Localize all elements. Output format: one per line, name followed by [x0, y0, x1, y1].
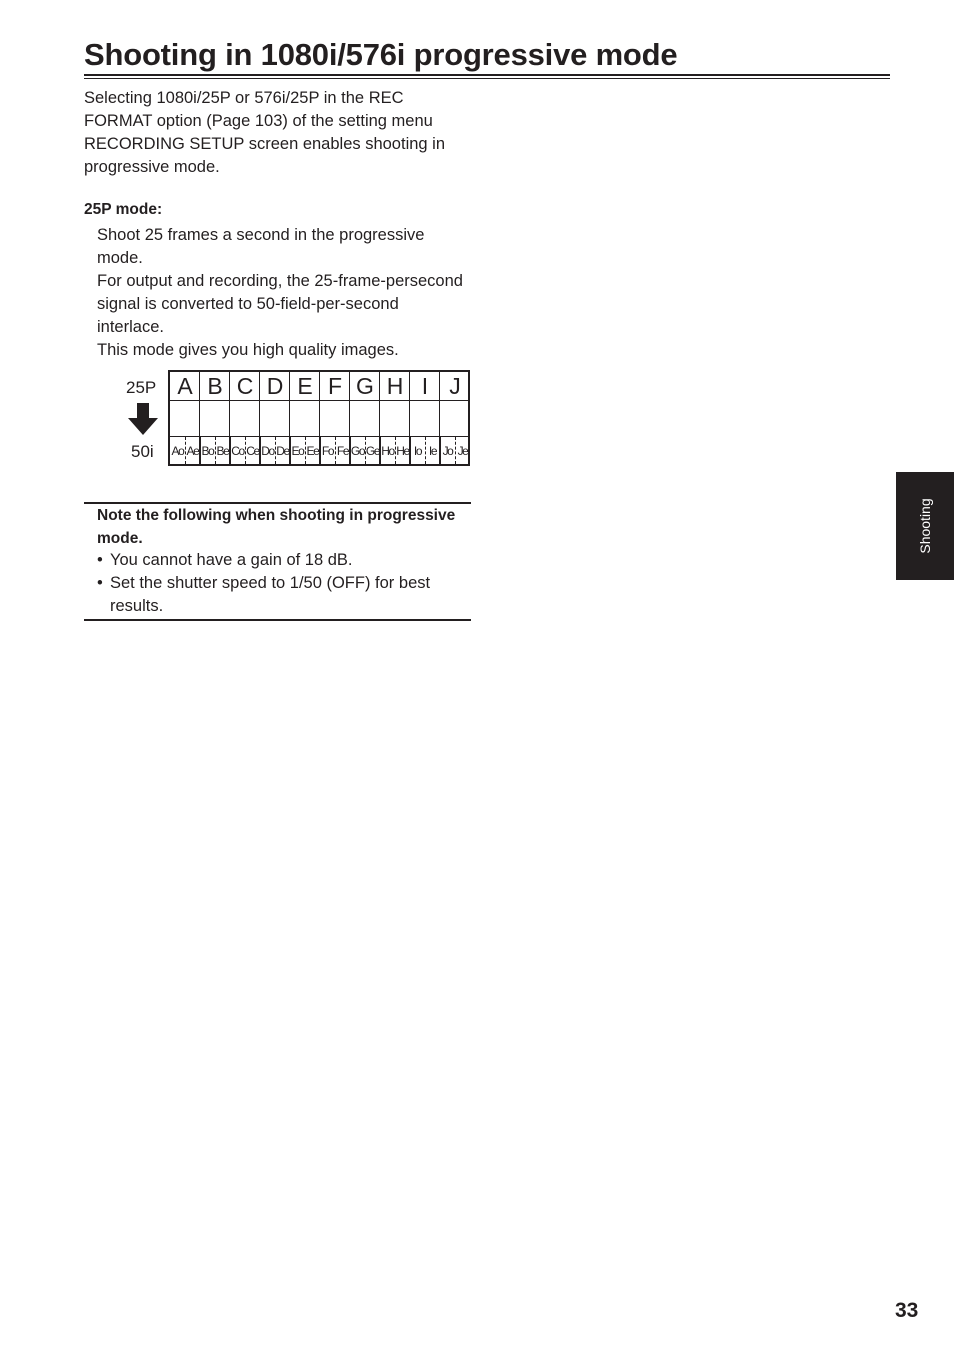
grid-divider	[439, 400, 440, 436]
grid-divider	[229, 400, 230, 436]
frame-letter: H	[386, 373, 404, 399]
frame-letter: D	[266, 373, 284, 399]
grid-divider	[229, 372, 230, 400]
field-label: Je	[457, 444, 468, 458]
field-label: Ao	[171, 444, 184, 458]
bullet: •	[97, 574, 103, 592]
section-tab-label: Shooting	[917, 498, 933, 554]
mode-description	[97, 224, 467, 362]
field-label: Ie	[428, 444, 437, 458]
frame-letter: J	[449, 373, 461, 399]
grid-divider	[319, 372, 320, 400]
list-item	[97, 572, 467, 618]
field-label: Go	[350, 444, 365, 458]
grid-divider	[379, 372, 380, 400]
grid-divider	[409, 400, 410, 436]
frame-letter: C	[236, 373, 254, 399]
frame-letter: A	[177, 373, 193, 399]
note-item-text: You cannot have a gain of 18 dB.	[110, 551, 353, 569]
grid-divider	[379, 400, 380, 436]
mode-paragraph: Shoot 25 frames a second in the progressive mode.	[97, 226, 425, 267]
mode-paragraph: For output and recording, the 25-frame-persecond signal is converted to 50-field-per-second interlace.	[97, 272, 463, 336]
grid-divider	[289, 400, 290, 436]
title-rule	[84, 74, 890, 76]
page-title: Shooting in 1080i/576i progressive mode	[84, 37, 678, 72]
field-label: Do	[261, 444, 274, 458]
frame-letter: F	[327, 373, 343, 399]
page-number: 33	[895, 1299, 919, 1322]
field-label: Ho	[381, 444, 394, 458]
frame-letter: I	[421, 373, 429, 399]
field-label: Fe	[336, 444, 349, 458]
frame-letter: B	[207, 373, 223, 399]
note-list	[97, 549, 467, 618]
field-label: Fo	[321, 444, 334, 458]
field-label: Eo	[291, 444, 304, 458]
grid-divider	[259, 372, 260, 400]
grid-divider	[439, 372, 440, 400]
field-label: Co	[231, 444, 244, 458]
grid-divider	[349, 400, 350, 436]
field-label: Ce	[246, 444, 259, 458]
note-heading: Note the following when shooting in progressive mode.	[97, 507, 456, 547]
section-tab	[896, 472, 954, 580]
interlace-label: 50i	[131, 442, 154, 461]
field-label: He	[396, 444, 409, 458]
field-label: De	[276, 444, 289, 458]
intro-paragraph: Selecting 1080i/25P or 576i/25P in the REC FORMAT option (Page 103) of the setting menu RECORDING SETUP screen enables shooting in progressive mode.	[84, 89, 446, 176]
field-label: Be	[216, 444, 229, 458]
grid-divider	[199, 400, 200, 436]
field-label: Io	[413, 444, 422, 458]
grid-divider	[349, 372, 350, 400]
grid-divider	[289, 372, 290, 400]
note-item-text: Set the shutter speed to 1/50 (OFF) for best results.	[110, 574, 431, 615]
frame-conversion-diagram	[168, 370, 470, 466]
grid-divider	[319, 400, 320, 436]
field-label: Bo	[201, 444, 214, 458]
field-label: Jo	[442, 444, 453, 458]
note-rule	[84, 619, 471, 621]
mode-heading: 25P mode:	[84, 201, 163, 218]
mode-paragraph: This mode gives you high quality images.	[97, 341, 399, 359]
title-rule-thin	[84, 78, 890, 79]
progressive-label: 25P	[126, 378, 157, 397]
field-label: Ee	[306, 444, 319, 458]
list-item	[97, 549, 467, 572]
grid-divider	[409, 372, 410, 400]
frame-letter: E	[297, 373, 313, 399]
down-arrow-icon	[128, 403, 158, 435]
frame-letter: G	[356, 373, 374, 399]
bullet: •	[97, 551, 103, 569]
grid-divider	[199, 372, 200, 400]
field-label: Ge	[365, 444, 380, 458]
field-label: Ae	[186, 444, 199, 458]
grid-divider	[259, 400, 260, 436]
